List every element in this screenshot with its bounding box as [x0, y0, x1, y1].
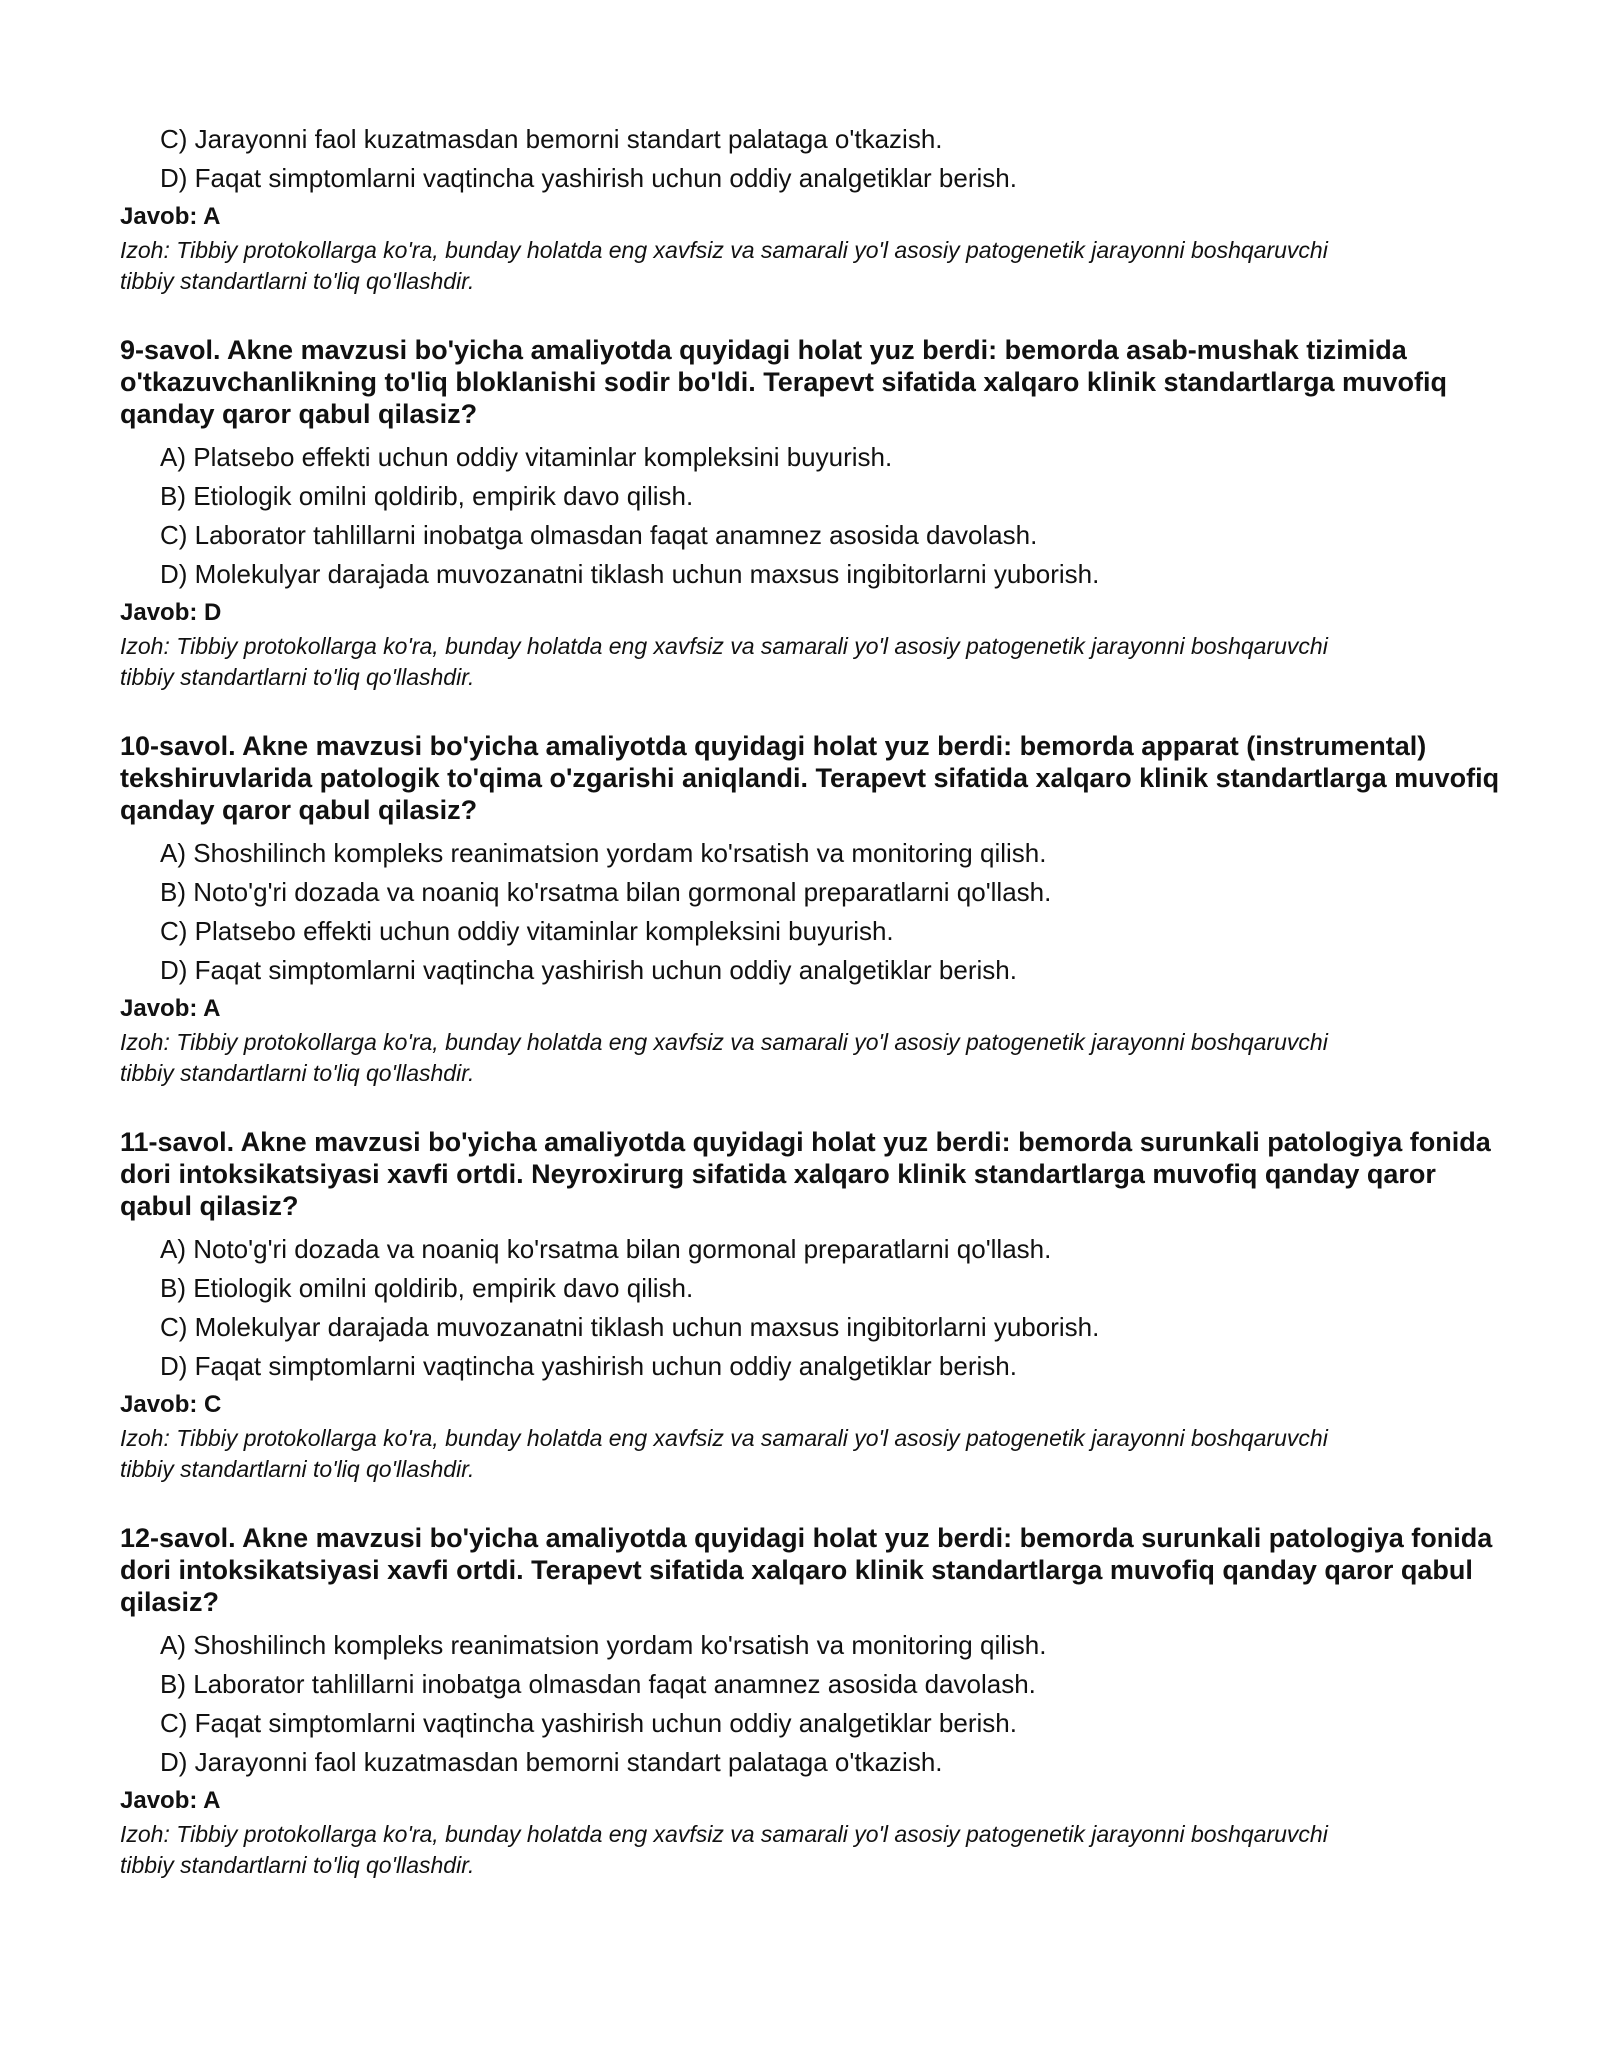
- option-d: D) Faqat simptomlarni vaqtincha yashirish uchun oddiy analgetiklar berish.: [160, 1351, 1017, 1381]
- answer-label: Javob: A: [120, 203, 221, 230]
- option-c: C) Jarayonni faol kuzatmasdan bemorni standart palataga o'tkazish.: [160, 124, 943, 154]
- answer-label: Javob: A: [120, 1787, 221, 1814]
- question-block-12: [120, 1522, 1500, 1881]
- explanation-text: Izoh: Tibbiy protokollarga ko'ra, bunday holatda eng xavfsiz va samarali yo'l asosiy patogenetik jarayonni boshqaruvchi tibbiy standartlarni to'liq qo'llashdir.: [120, 1029, 1328, 1086]
- option-c: C) Laborator tahlillarni inobatga olmasdan faqat anamnez asosida davolash.: [160, 520, 1038, 550]
- explanation-text: Izoh: Tibbiy protokollarga ko'ra, bunday holatda eng xavfsiz va samarali yo'l asosiy patogenetik jarayonni boshqaruvchi tibbiy standartlarni to'liq qo'llashdir.: [120, 633, 1328, 690]
- answer-label: Javob: A: [120, 995, 221, 1022]
- question-text: 9-savol. Akne mavzusi bo'yicha amaliyotda quyidagi holat yuz berdi: bemorda asab-mushak tizimida o'tkazuvchanlikning to'liq bloklanishi sodir bo'ldi. Terapevt sifatida xalqaro klinik standartlarga muvofiq qanday qaror qabul qilasiz?: [120, 335, 1448, 429]
- question-text: 11-savol. Akne mavzusi bo'yicha amaliyotda quyidagi holat yuz berdi: bemorda surunkali patologiya fonida dori intoksikatsiyasi xavfi ortdi. Neyroxirurg sifatida xalqaro klinik standartlarga muvofiq qanday qaror qabul qilasiz?: [120, 1127, 1491, 1221]
- option-b: B) Noto'g'ri dozada va noaniq ko'rsatma bilan gormonal preparatlarni qo'llash.: [160, 877, 1052, 907]
- option-c: C) Platsebo effekti uchun oddiy vitaminlar kompleksini buyurish.: [160, 916, 894, 946]
- option-d: D) Molekulyar darajada muvozanatni tiklash uchun maxsus ingibitorlarni yuborish.: [160, 559, 1100, 589]
- option-b: B) Etiologik omilni qoldirib, empirik davo qilish.: [160, 1273, 694, 1303]
- spacer: [120, 297, 1500, 334]
- question-text: 12-savol. Akne mavzusi bo'yicha amaliyotda quyidagi holat yuz berdi: bemorda surunkali patologiya fonida dori intoksikatsiyasi xavfi ortdi. Terapevt sifatida xalqaro klinik standartlarga muvofiq qanday qaror qabul qilasiz?: [120, 1523, 1493, 1617]
- question-block-9: [120, 334, 1500, 693]
- question-block-10: [120, 730, 1500, 1089]
- option-a: A) Shoshilinch kompleks reanimatsion yordam ko'rsatish va monitoring qilish.: [160, 838, 1047, 868]
- spacer: [120, 1089, 1500, 1126]
- option-d: D) Jarayonni faol kuzatmasdan bemorni standart palataga o'tkazish.: [160, 1747, 943, 1777]
- option-c: C) Molekulyar darajada muvozanatni tiklash uchun maxsus ingibitorlarni yuborish.: [160, 1312, 1100, 1342]
- explanation-text: Izoh: Tibbiy protokollarga ko'ra, bunday holatda eng xavfsiz va samarali yo'l asosiy patogenetik jarayonni boshqaruvchi tibbiy standartlarni to'liq qo'llashdir.: [120, 1821, 1328, 1878]
- question-block-11: [120, 1126, 1500, 1485]
- explanation-text: Izoh: Tibbiy protokollarga ko'ra, bunday holatda eng xavfsiz va samarali yo'l asosiy patogenetik jarayonni boshqaruvchi tibbiy standartlarni to'liq qo'llashdir.: [120, 1425, 1328, 1482]
- option-b: B) Etiologik omilni qoldirib, empirik davo qilish.: [160, 481, 694, 511]
- option-a: A) Noto'g'ri dozada va noaniq ko'rsatma bilan gormonal preparatlarni qo'llash.: [160, 1234, 1052, 1264]
- option-d: D) Faqat simptomlarni vaqtincha yashirish uchun oddiy analgetiklar berish.: [160, 955, 1017, 985]
- spacer: [120, 1485, 1500, 1522]
- option-a: A) Platsebo effekti uchun oddiy vitaminlar kompleksini buyurish.: [160, 442, 893, 472]
- option-c: C) Faqat simptomlarni vaqtincha yashirish uchun oddiy analgetiklar berish.: [160, 1708, 1017, 1738]
- answer-label: Javob: C: [120, 1391, 222, 1418]
- option-b: B) Laborator tahlillarni inobatga olmasdan faqat anamnez asosida davolash.: [160, 1669, 1036, 1699]
- document-page: [120, 120, 1500, 1881]
- question-block-partial: [120, 120, 1500, 297]
- spacer: [120, 693, 1500, 730]
- option-a: A) Shoshilinch kompleks reanimatsion yordam ko'rsatish va monitoring qilish.: [160, 1630, 1047, 1660]
- question-text: 10-savol. Akne mavzusi bo'yicha amaliyotda quyidagi holat yuz berdi: bemorda apparat (instrumental) tekshiruvlarida patologik to'qima o'zgarishi aniqlandi. Terapevt sifatida xalqaro klinik standartlarga muvofiq qanday qaror qabul qilasiz?: [120, 731, 1500, 825]
- explanation-text: Izoh: Tibbiy protokollarga ko'ra, bunday holatda eng xavfsiz va samarali yo'l asosiy patogenetik jarayonni boshqaruvchi tibbiy standartlarni to'liq qo'llashdir.: [120, 237, 1328, 294]
- option-d: D) Faqat simptomlarni vaqtincha yashirish uchun oddiy analgetiklar berish.: [160, 163, 1017, 193]
- answer-label: Javob: D: [120, 599, 222, 626]
